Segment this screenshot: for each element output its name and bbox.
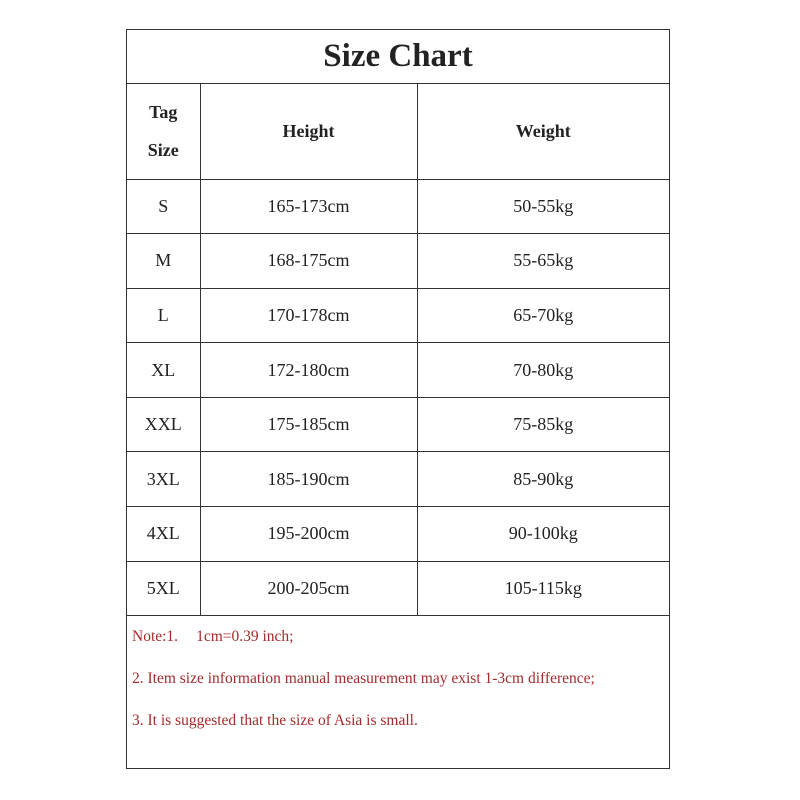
table-row xyxy=(127,234,669,289)
weight-cell: 90-100kg xyxy=(417,507,669,562)
weight-cell: 105-115kg xyxy=(417,561,669,616)
height-cell: 185-190cm xyxy=(200,452,417,507)
note-1 xyxy=(132,626,669,668)
size-cell: XXL xyxy=(127,397,200,452)
note-2: 2. Item size information manual measurement may exist 1-3cm difference; xyxy=(132,670,595,688)
header-tag-line2: Size xyxy=(147,140,179,161)
height-cell: 200-205cm xyxy=(200,561,417,616)
size-cell: XL xyxy=(127,343,200,398)
size-cell: M xyxy=(127,234,200,289)
table-row xyxy=(127,343,669,398)
notes-section xyxy=(127,616,669,752)
table-row xyxy=(127,561,669,616)
table-row xyxy=(127,179,669,234)
height-cell: 195-200cm xyxy=(200,507,417,562)
size-cell: L xyxy=(127,288,200,343)
chart-title: Size Chart xyxy=(127,30,669,84)
header-weight: Weight xyxy=(417,84,669,179)
weight-cell: 85-90kg xyxy=(417,452,669,507)
weight-cell: 70-80kg xyxy=(417,343,669,398)
height-cell: 175-185cm xyxy=(200,397,417,452)
height-cell: 165-173cm xyxy=(200,179,417,234)
header-tag-line1: Tag xyxy=(149,102,178,123)
note-3: 3. It is suggested that the size of Asia is small. xyxy=(132,712,418,730)
header-tag-size xyxy=(127,84,200,179)
weight-cell: 55-65kg xyxy=(417,234,669,289)
note-1-prefix: Note:1. xyxy=(132,628,179,646)
height-cell: 172-180cm xyxy=(200,343,417,398)
size-cell: S xyxy=(127,179,200,234)
height-cell: 170-178cm xyxy=(200,288,417,343)
size-table xyxy=(127,84,669,616)
table-row xyxy=(127,288,669,343)
table-row xyxy=(127,507,669,562)
weight-cell: 50-55kg xyxy=(417,179,669,234)
weight-cell: 65-70kg xyxy=(417,288,669,343)
weight-cell: 75-85kg xyxy=(417,397,669,452)
note-1-text: 1cm=0.39 inch; xyxy=(196,628,294,646)
size-cell: 5XL xyxy=(127,561,200,616)
header-row xyxy=(127,84,669,179)
size-chart xyxy=(126,29,670,769)
size-cell: 3XL xyxy=(127,452,200,507)
size-cell: 4XL xyxy=(127,507,200,562)
header-height: Height xyxy=(200,84,417,179)
table-row xyxy=(127,452,669,507)
height-cell: 168-175cm xyxy=(200,234,417,289)
table-row xyxy=(127,397,669,452)
